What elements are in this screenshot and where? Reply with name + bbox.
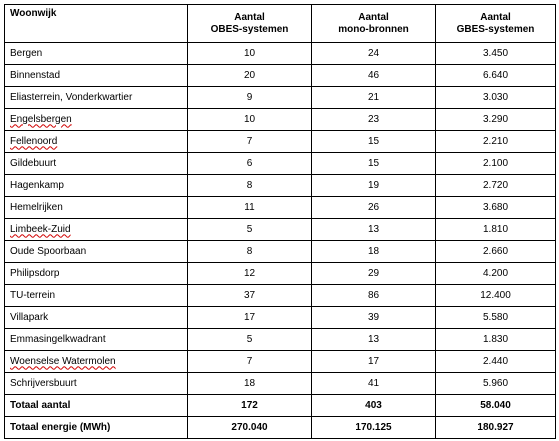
district-name: Oude Spoorbaan xyxy=(10,245,87,257)
mono-count-cell xyxy=(312,175,436,197)
mono-count-cell xyxy=(312,285,436,307)
mono-count-cell xyxy=(312,43,436,65)
cell-value: 10 xyxy=(243,47,256,59)
obes-count-cell xyxy=(188,153,312,175)
mono-count-cell xyxy=(312,395,436,417)
header-gbes: Aantal GBES-systemen xyxy=(436,5,556,43)
district-name-cell xyxy=(5,219,188,241)
cell-value: 10 xyxy=(243,113,256,125)
district-name: Binnenstad xyxy=(10,69,61,81)
cell-value: 39 xyxy=(367,311,380,323)
data-table-container xyxy=(4,4,556,439)
mono-count-cell xyxy=(312,417,436,439)
cell-value: 13 xyxy=(367,333,380,345)
district-name-cell xyxy=(5,241,188,263)
cell-value: 3.030 xyxy=(482,91,509,103)
cell-value: 3.290 xyxy=(482,113,509,125)
cell-value: 12 xyxy=(243,267,256,279)
district-name: Philipsdorp xyxy=(10,267,60,279)
district-name: Hagenkamp xyxy=(10,179,64,191)
cell-value: 20 xyxy=(243,69,256,81)
gbes-count-cell xyxy=(436,153,556,175)
table-row xyxy=(5,285,556,307)
district-name-cell xyxy=(5,175,188,197)
cell-value: 18 xyxy=(367,245,380,257)
district-name: Engelsbergen xyxy=(10,113,72,125)
cell-value: 23 xyxy=(367,113,380,125)
table-row xyxy=(5,87,556,109)
district-name: Hemelrijken xyxy=(10,201,63,213)
table-row xyxy=(5,197,556,219)
cell-value: 13 xyxy=(367,223,380,235)
total-row xyxy=(5,395,556,417)
gbes-count-cell xyxy=(436,87,556,109)
table-row xyxy=(5,373,556,395)
obes-count-cell xyxy=(188,65,312,87)
gbes-count-cell xyxy=(436,219,556,241)
gbes-count-cell xyxy=(436,373,556,395)
district-name-cell xyxy=(5,109,188,131)
district-name-cell xyxy=(5,373,188,395)
district-name: Emmasingelkwadrant xyxy=(10,333,106,345)
cell-value: 180.927 xyxy=(477,421,514,433)
cell-value: 1.830 xyxy=(482,333,509,345)
header-woonwijk: Woonwijk xyxy=(5,5,188,43)
cell-value: 2.440 xyxy=(482,355,509,367)
table-row xyxy=(5,219,556,241)
gbes-count-cell xyxy=(436,197,556,219)
gbes-count-cell xyxy=(436,175,556,197)
mono-count-cell xyxy=(312,351,436,373)
cell-value: 9 xyxy=(246,91,253,103)
table-header xyxy=(5,5,556,43)
district-name-cell xyxy=(5,87,188,109)
header-mono: Aantal mono-bronnen xyxy=(312,5,436,43)
obes-count-cell xyxy=(188,329,312,351)
district-name-cell xyxy=(5,329,188,351)
gbes-count-cell xyxy=(436,109,556,131)
district-name: Bergen xyxy=(10,47,43,59)
mono-count-cell xyxy=(312,307,436,329)
district-name: Gildebuurt xyxy=(10,157,57,169)
district-name-cell xyxy=(5,197,188,219)
cell-value: 7 xyxy=(246,355,253,367)
cell-value: 15 xyxy=(367,135,380,147)
gbes-count-cell xyxy=(436,65,556,87)
district-name-cell xyxy=(5,285,188,307)
district-name: Schrijversbuurt xyxy=(10,377,77,389)
district-name: Eliasterrein, Vonderkwartier xyxy=(10,91,133,103)
mono-count-cell xyxy=(312,373,436,395)
cell-value: 29 xyxy=(367,267,380,279)
gbes-count-cell xyxy=(436,131,556,153)
obes-count-cell xyxy=(188,417,312,439)
obes-count-cell xyxy=(188,109,312,131)
cell-value: 403 xyxy=(365,399,382,411)
cell-value: 4.200 xyxy=(482,267,509,279)
obes-count-cell xyxy=(188,219,312,241)
obes-count-cell xyxy=(188,285,312,307)
district-name-cell xyxy=(5,131,188,153)
table-row xyxy=(5,329,556,351)
district-name: TU-terrein xyxy=(10,289,56,301)
cell-value: 1.810 xyxy=(482,223,509,235)
district-name: Limbeek-Zuid xyxy=(10,223,71,235)
obes-count-cell xyxy=(188,373,312,395)
obes-count-cell xyxy=(188,241,312,263)
table-body xyxy=(5,43,556,439)
gbes-count-cell xyxy=(436,329,556,351)
cell-value: 21 xyxy=(367,91,380,103)
mono-count-cell xyxy=(312,197,436,219)
cell-value: 2.660 xyxy=(482,245,509,257)
cell-value: 58.040 xyxy=(480,399,511,411)
cell-value: 19 xyxy=(367,179,380,191)
district-name: Villapark xyxy=(10,311,49,323)
cell-value: 46 xyxy=(367,69,380,81)
district-name-cell xyxy=(5,351,188,373)
header-row xyxy=(5,5,556,43)
district-name-cell xyxy=(5,395,188,417)
cell-value: 5.580 xyxy=(482,311,509,323)
cell-value: 5 xyxy=(246,333,253,345)
obes-count-cell xyxy=(188,307,312,329)
cell-value: 7 xyxy=(246,135,253,147)
gbes-count-cell xyxy=(436,307,556,329)
table-row xyxy=(5,65,556,87)
cell-value: 3.450 xyxy=(482,47,509,59)
table-row xyxy=(5,43,556,65)
obes-count-cell xyxy=(188,175,312,197)
district-name-cell xyxy=(5,153,188,175)
obes-count-cell xyxy=(188,197,312,219)
gbes-count-cell xyxy=(436,263,556,285)
cell-value: 12.400 xyxy=(480,289,511,301)
cell-value: 17 xyxy=(243,311,256,323)
table-row xyxy=(5,131,556,153)
mono-count-cell xyxy=(312,109,436,131)
cell-value: 86 xyxy=(367,289,380,301)
obes-count-cell xyxy=(188,351,312,373)
cell-value: 11 xyxy=(244,201,255,213)
table-row xyxy=(5,241,556,263)
cell-value: 6.640 xyxy=(482,69,509,81)
obes-count-cell xyxy=(188,87,312,109)
mono-count-cell xyxy=(312,219,436,241)
mono-count-cell xyxy=(312,131,436,153)
cell-value: 2.210 xyxy=(482,135,509,147)
district-name-cell xyxy=(5,417,188,439)
district-name: Fellenoord xyxy=(10,135,58,147)
gbes-count-cell xyxy=(436,285,556,307)
cell-value: 270.040 xyxy=(231,421,268,433)
cell-value: 17 xyxy=(367,355,380,367)
total-row xyxy=(5,417,556,439)
cell-value: 2.720 xyxy=(482,179,509,191)
cell-value: 41 xyxy=(367,377,380,389)
mono-count-cell xyxy=(312,87,436,109)
cell-value: 24 xyxy=(367,47,380,59)
obes-count-cell xyxy=(188,43,312,65)
cell-value: 37 xyxy=(243,289,256,301)
district-name: Totaal energie (MWh) xyxy=(10,421,111,433)
mono-count-cell xyxy=(312,241,436,263)
table-row xyxy=(5,351,556,373)
cell-value: 170.125 xyxy=(355,421,392,433)
gbes-count-cell xyxy=(436,43,556,65)
cell-value: 5.960 xyxy=(482,377,509,389)
cell-value: 5 xyxy=(246,223,253,235)
cell-value: 8 xyxy=(246,179,253,191)
cell-value: 15 xyxy=(367,157,380,169)
cell-value: 172 xyxy=(241,399,258,411)
gbes-count-cell xyxy=(436,241,556,263)
table-row xyxy=(5,263,556,285)
table-row xyxy=(5,109,556,131)
obes-count-cell xyxy=(188,395,312,417)
obes-count-cell xyxy=(188,131,312,153)
district-name-cell xyxy=(5,65,188,87)
header-obes: Aantal OBES-systemen xyxy=(188,5,312,43)
mono-count-cell xyxy=(312,329,436,351)
mono-count-cell xyxy=(312,153,436,175)
cell-value: 26 xyxy=(367,201,380,213)
district-name-cell xyxy=(5,263,188,285)
cell-value: 3.680 xyxy=(482,201,509,213)
cell-value: 2.100 xyxy=(482,157,509,169)
table-row xyxy=(5,175,556,197)
district-name-cell xyxy=(5,307,188,329)
district-systems-table xyxy=(4,4,556,439)
obes-count-cell xyxy=(188,263,312,285)
gbes-count-cell xyxy=(436,417,556,439)
mono-count-cell xyxy=(312,263,436,285)
district-name-cell xyxy=(5,43,188,65)
table-row xyxy=(5,153,556,175)
gbes-count-cell xyxy=(436,351,556,373)
cell-value: 8 xyxy=(246,245,253,257)
district-name: Totaal aantal xyxy=(10,399,71,411)
cell-value: 18 xyxy=(243,377,256,389)
table-row xyxy=(5,307,556,329)
mono-count-cell xyxy=(312,65,436,87)
district-name: Woenselse Watermolen xyxy=(10,355,116,367)
cell-value: 6 xyxy=(246,157,253,169)
gbes-count-cell xyxy=(436,395,556,417)
